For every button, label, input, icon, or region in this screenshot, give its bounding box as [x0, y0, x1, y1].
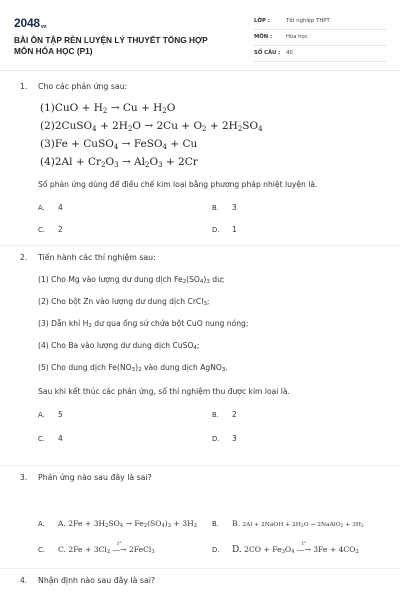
experiment-3: (3) Dẫn khí $H_2$ dư qua ống sứ chứa bột CuO nung nóng;	[38, 319, 249, 329]
experiment-1: (1) Cho Mg vào lượng dư dung dịch $Fe_2(SO_4)_3$ dư;	[38, 275, 225, 285]
option-a[interactable]: A. A. $2Fe + 3H_2SO_4 \to Fe_2(SO_4)_3 + 3H_2$	[38, 519, 198, 529]
option-d[interactable]: D. D. $2CO + Fe_3O_4$ — t° → $3Fe + 4CO_2$	[212, 541, 359, 555]
document-title: BÀI ÔN TẬP RÈN LUYỆN LÝ THUYẾT TỔNG HỢP MÔN HÓA HỌC (P1)	[14, 35, 208, 56]
question-prompt: Số phản ứng dùng để điều chế kim loại bằng phương pháp nhiệt luyện là.	[38, 180, 318, 189]
question-text: Phản ứng nào sau đây là sai?	[38, 473, 152, 482]
meta-class-label: LỚP :	[254, 18, 270, 24]
document-meta	[254, 14, 386, 62]
option-c[interactable]: C. C. $2Fe + 3Cl_2$ — t° → 2FeCl$_3$	[38, 541, 155, 555]
site-logo[interactable]: $2048_{vn}$	[14, 16, 47, 30]
experiment-5: (5) Cho dung dịch $Fe(NO_3)_2$ vào dung dịch AgNO$_3$.	[38, 363, 228, 373]
option-b[interactable]: B. B. 2Al + 2NaOH + $2H_2O$ → 2NaAlO$_2$ + $3H_2$	[212, 519, 364, 529]
question-text: Tiến hành các thí nghiệm sau:	[38, 253, 156, 262]
option-c[interactable]: C. 4	[38, 434, 63, 443]
question-2	[20, 253, 386, 458]
equation-2: (2)2CuSO$_4$ + $2H_2O \to 2Cu + O_2 + 2H_2SO_4$	[40, 120, 263, 133]
question-text: Cho các phản ứng sau:	[38, 82, 128, 91]
question-prompt: Sau khi kết thúc các phản ứng, số thí nghiệm thu được kim loại là.	[38, 387, 290, 396]
equation-3: (3)Fe + CuSO$_4$ → FeSO$_4$ + Cu	[40, 138, 198, 151]
equation-1: $(1)CuO + H_2 \to Cu + H_2O$	[40, 102, 176, 115]
meta-count-row	[254, 46, 386, 62]
question-divider	[0, 568, 400, 569]
question-number: 2.	[20, 253, 28, 262]
meta-count-label: SỐ CÂU :	[254, 50, 281, 56]
question-number: 1.	[20, 82, 28, 91]
question-3	[20, 473, 386, 565]
question-1	[20, 82, 386, 242]
question-4	[20, 576, 386, 594]
meta-subject-label: MÔN :	[254, 34, 273, 40]
experiment-2: (2) Cho bột Zn vào lượng dư dung dịch CrCl$_3$;	[38, 297, 210, 307]
option-b[interactable]: B. 2	[212, 410, 237, 419]
option-a[interactable]: A. 5	[38, 410, 63, 419]
meta-class-value: Tốt nghiệp THPT	[286, 18, 330, 24]
option-d[interactable]: D. 3	[212, 434, 237, 443]
header-divider	[0, 70, 400, 71]
experiment-4: (4) Cho Ba vào lượng dư dung dịch CuSO$_4$;	[38, 341, 200, 351]
equation-4: $(4)2Al + Cr_2O_3 \to Al_2O_3 + 2Cr$	[40, 156, 198, 169]
option-c[interactable]: C. 2	[38, 225, 63, 234]
meta-count-value: 40	[286, 50, 293, 56]
question-number: 3.	[20, 473, 28, 482]
document-header	[14, 10, 386, 68]
option-d[interactable]: D. 1	[212, 225, 237, 234]
option-b[interactable]: B. 3	[212, 203, 237, 212]
option-a[interactable]: A. 4	[38, 203, 63, 212]
meta-subject-value: Hóa học	[286, 34, 308, 40]
question-divider	[0, 465, 400, 466]
question-divider	[0, 245, 400, 246]
meta-class-row	[254, 14, 386, 30]
meta-subject-row	[254, 30, 386, 46]
question-number: 4.	[20, 576, 28, 585]
question-text: Nhận định nào sau đây là sai?	[38, 576, 156, 585]
